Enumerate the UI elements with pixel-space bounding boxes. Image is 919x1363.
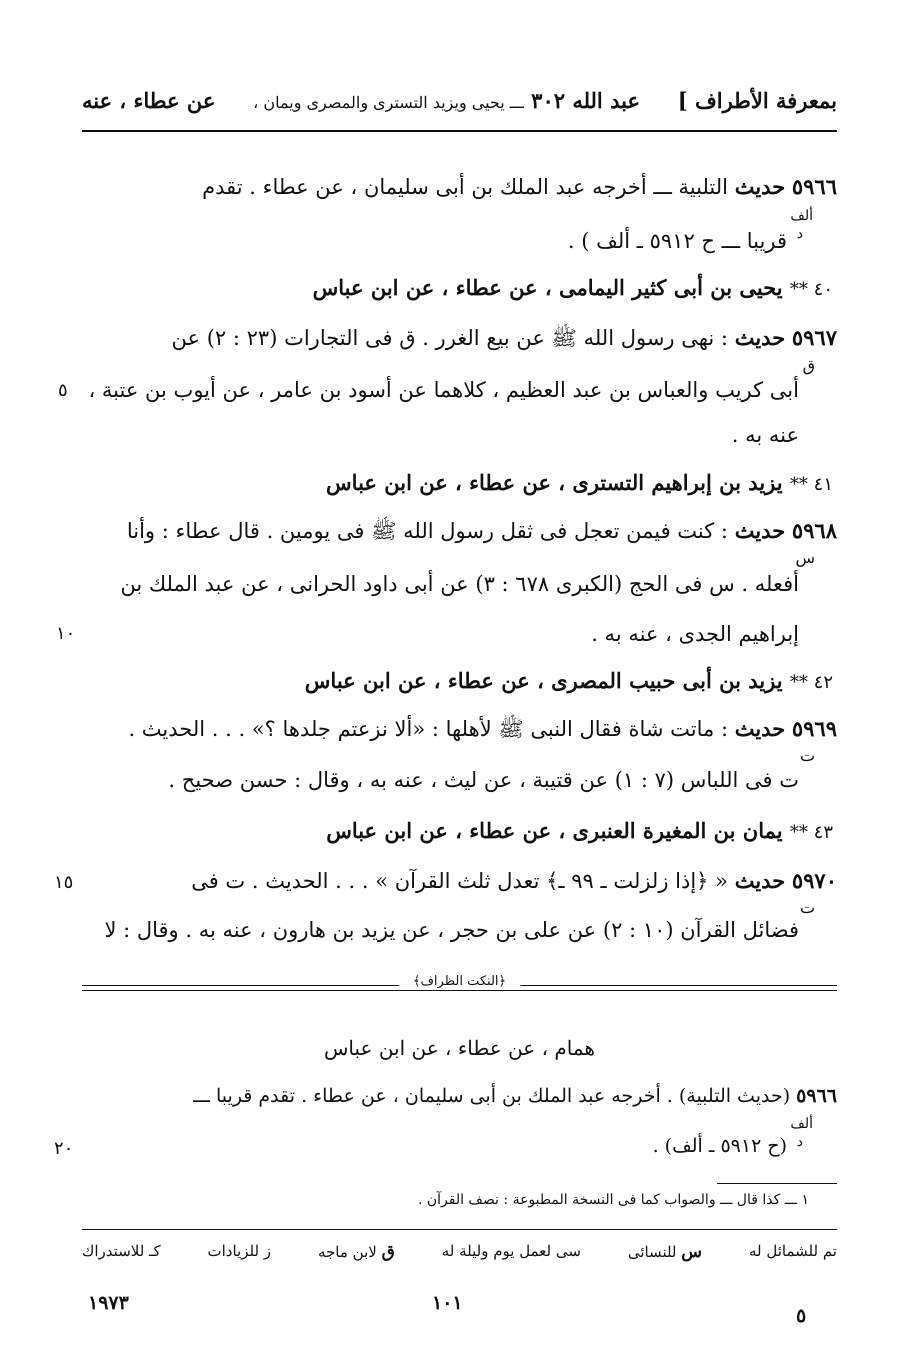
abbr-sy: سى لعمل يوم وليلة له [441,1242,581,1260]
abbreviations-rule [82,1229,837,1230]
abbr-letter: س [681,1242,703,1262]
narrator-index: ٤١ ** [789,474,833,495]
hadith-keyword: حديث [734,325,786,350]
hadith-number: ٥٩٦٦ [791,174,837,199]
nukat-line-2: (ح ٥٩١٢ ـ ألف) . [652,1135,787,1157]
hadith-number: ٥٩٦٧ [791,325,837,350]
entry-5966-line-2: قريبا ـــ ح ٥٩١٢ ـ ألف ) . [567,229,787,253]
abbr-t: تم للشمائل له [748,1242,837,1260]
header-rule [82,130,837,132]
narrator-index: ٤٢ ** [789,672,833,693]
narrator-name: يزيد بن إبراهيم التسترى ، عن عطاء ، عن ابن عباس [326,470,783,495]
hadith-text: التلبية ـــ أخرجه عبد الملك بن أبى سليمان ، عن عطاء . تقدم [202,175,729,199]
abbr-text: لابن ماجه [317,1243,377,1261]
abbr-k: كـ للاستدراك [82,1242,161,1260]
narrator-heading-43 [326,818,833,843]
entry-5968-line-3: إبراهيم الجدى ، عنه به . [591,622,799,646]
nukat-line-1 [82,1085,837,1107]
siglum: ت [799,746,815,765]
narrator-heading-40 [313,275,833,300]
narrator-index: ٤٠ ** [789,279,833,300]
volume-year: ١٩٧٣ [88,1292,129,1314]
nukat-heading: همام ، عن عطاء ، عن ابن عباس [324,1036,595,1060]
hadith-text: : ماتت شاة فقال النبى ﷺ لأهلها : «ألا نزعتم جلدها ؟» . . . الحديث . [128,717,729,741]
nukat-text: (حديث التلبية) . أخرجه عبد الملك بن أبى سليمان ، عن عطاء . تقدم قريبا ـــ [193,1085,791,1107]
hadith-text: « ﴿إذا زلزلت ـ ٩٩ ـ﴾ تعدل ثلث القرآن » . . . الحديث . ت فى [191,869,729,893]
narrator-heading-42 [305,668,833,693]
narrator-name: يزيد بن أبى حبيب المصرى ، عن عطاء ، عن ابن عباس [304,668,783,693]
margin-line-number: ١٥ [54,872,74,893]
entry-5967-line-1 [82,325,837,356]
header-volume-number: عبد الله ٣٠٢ [531,88,640,113]
abbr-text: للنسائى [627,1243,677,1261]
narrator-name: يحيى بن أبى كثير اليمامى ، عن عطاء ، عن ابن عباس [312,275,783,300]
siglum: د [796,226,803,242]
entry-5969-line-2: ت فى اللباس (٧ : ١) عن قتيبة ، عن ليث ، عنه به ، وقال : حسن صحيح . [168,768,799,792]
header-volume [253,88,640,113]
hadith-number: ٥٩٦٦ [796,1085,837,1107]
entry-5969-line-1 [82,716,837,747]
abbr-q [318,1242,395,1262]
hadith-number: ٥٩٧٠ [791,868,837,893]
siglum: د [796,1134,803,1150]
margin-line-number: ٢٠ [54,1138,74,1159]
running-header [82,88,837,122]
siglum: ت [799,898,815,917]
hadith-keyword: حديث [734,868,786,893]
entry-5970-line-1 [82,868,837,893]
header-chain: عن عطاء ، عنه [82,88,216,113]
footnote: ١ ـــ كذا قال ـــ والصواب كما فى النسخة المطبوعة : نصف القرآن . [417,1192,809,1208]
hadith-text: : كنت فيمن تعجل فى ثقل رسول الله ﷺ فى يومين . قال عطاء : وأنا [126,519,729,543]
entry-5967-line-2: أبى كريب والعباس بن عبد العظيم ، كلاهما عن أسود بن عامر ، عن أيوب بن عتبة ، [88,378,799,402]
separator-label: ﴿النكت الظراف﴾ [399,974,520,989]
hadith-text: : نهى رسول الله ﷺ عن بيع الغرر . ق فى التجارات (٢٣ : ٢) عن [171,326,729,350]
header-title: بمعرفة الأطراف ] [677,88,837,113]
margin-line-number: ١٠ [56,623,76,644]
nukat-separator [82,974,837,994]
narrator-heading-41 [326,470,833,495]
signature-mark: ٥ [796,1305,807,1327]
siglum: ق [802,356,815,375]
entry-5968-line-2: أفعله . س فى الحج (الكبرى ٦٧٨ : ٣) عن أبى داود الحرانى ، عن عبد الملك بن [120,572,799,596]
hadith-number: ٥٩٦٨ [791,518,837,543]
abbreviations-bar [82,1242,837,1262]
narrator-index: ٤٣ ** [789,822,833,843]
hadith-number: ٥٩٦٩ [791,716,837,741]
page-number: ١٠١ [432,1292,463,1314]
hadith-keyword: حديث [734,174,786,199]
entry-5967-line-3: عنه به . [731,423,799,447]
footnote-rule [717,1183,837,1184]
hadith-keyword: حديث [734,716,786,741]
abbr-z: ز للزيادات [207,1242,272,1260]
entry-5966-line-1 [82,174,837,199]
siglum: ألف [790,1116,813,1132]
siglum: س [795,548,815,567]
abbr-letter: ق [381,1242,395,1262]
entry-5968-line-1 [82,518,837,549]
abbr-s [628,1242,702,1262]
narrator-name: يمان بن المغيرة العنبرى ، عن عطاء ، عن ابن عباس [326,818,783,843]
entry-5970-line-2: فضائل القرآن (١٠ : ٢) عن على بن حجر ، عن يزيد بن هارون ، عنه به . وقال : لا [104,918,799,942]
margin-line-number: ٥ [58,380,68,401]
header-narrators: ـــ يحيى ويزيد التسترى والمصرى ويمان ، [253,93,524,112]
siglum: ألف [790,208,813,224]
separator-rule [82,990,837,991]
hadith-keyword: حديث [734,518,786,543]
